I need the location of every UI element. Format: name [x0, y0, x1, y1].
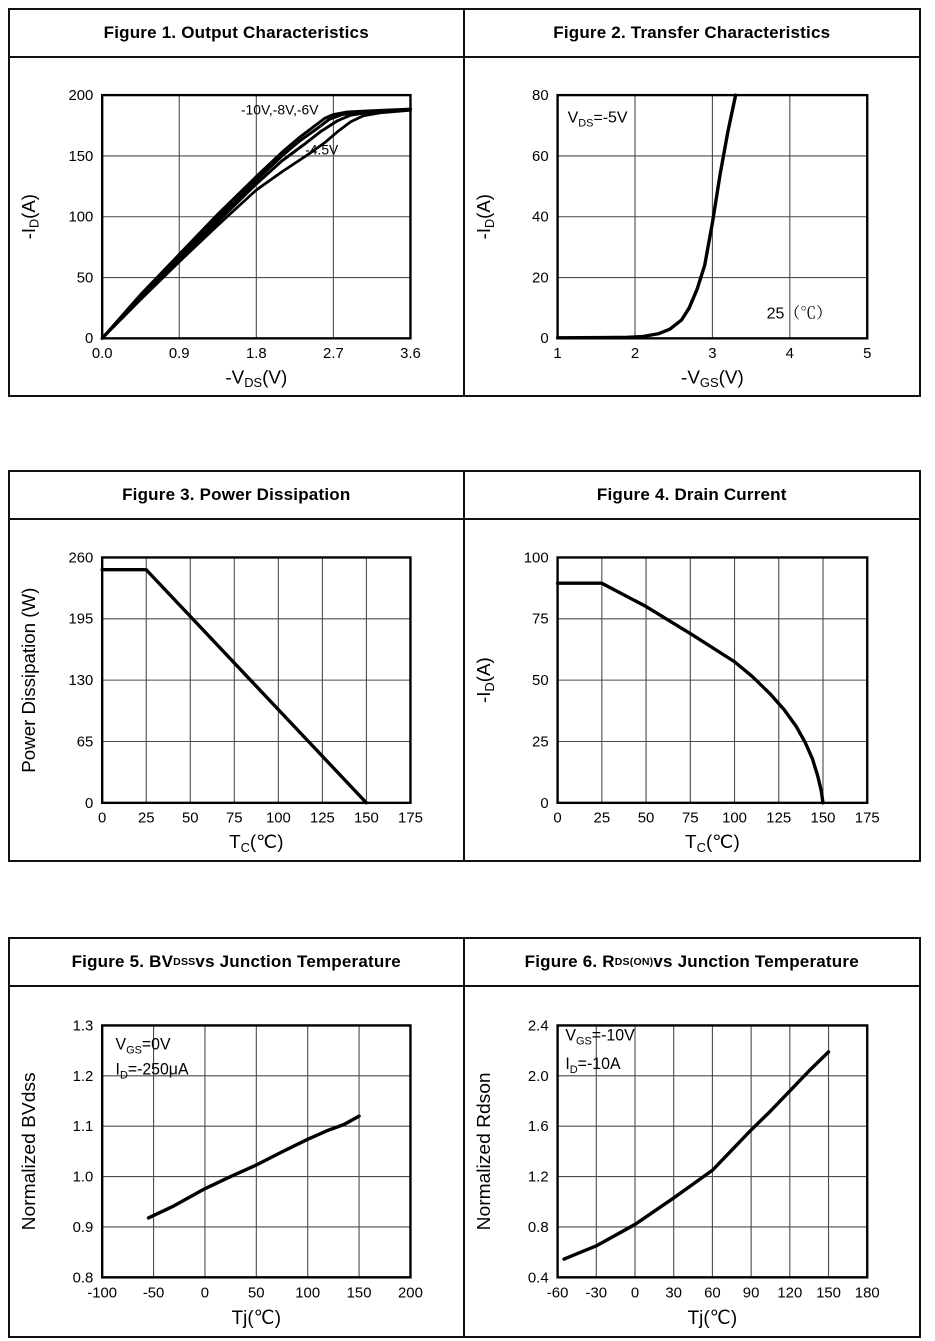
figure2-title: Figure 2. Transfer Characteristics [465, 10, 920, 58]
svg-text:50: 50 [76, 270, 94, 287]
svg-text:260: 260 [68, 550, 94, 567]
svg-text:200: 200 [68, 88, 94, 104]
figure4-panel [465, 472, 920, 860]
figure1-panel [10, 10, 465, 395]
svg-text:1.3: 1.3 [72, 1017, 94, 1035]
figure5-panel [10, 939, 465, 1336]
svg-text:60: 60 [531, 148, 549, 165]
figure3-panel [10, 472, 465, 860]
svg-text:0: 0 [98, 810, 107, 827]
svg-text:150: 150 [68, 148, 94, 165]
svg-text:-100: -100 [87, 1284, 118, 1302]
svg-text:Tj(℃): Tj(℃) [231, 1307, 282, 1329]
figure-row-2 [8, 470, 921, 862]
svg-text:50: 50 [531, 673, 549, 690]
svg-text:150: 150 [354, 810, 379, 827]
svg-text:ID=-10A: $I_D=-10A$ [564, 1054, 621, 1076]
figure2-chart-canvas [465, 58, 920, 395]
svg-text:25: 25 [531, 734, 549, 751]
svg-text:175: 175 [854, 810, 880, 827]
svg-text:150: 150 [810, 810, 835, 827]
svg-text:-4.5V: -4.5V [305, 142, 339, 158]
svg-text:0: 0 [84, 331, 94, 348]
svg-text:150: 150 [815, 1284, 841, 1302]
figure6-chart-area [465, 987, 920, 1336]
figure3-title: Figure 3. Power Dissipation [10, 472, 463, 520]
svg-text:0.8: 0.8 [527, 1218, 549, 1237]
svg-text:0: 0 [630, 1284, 639, 1302]
svg-text:Normalized Rdson: Normalized Rdson [473, 1072, 495, 1231]
svg-text:-ID(A): $-I_D(A)$ [472, 194, 497, 240]
svg-text:-10V,-8V,-6V: -10V,-8V,-6V [240, 102, 319, 118]
svg-text:60: 60 [703, 1284, 721, 1302]
svg-text:90: 90 [742, 1284, 759, 1302]
svg-text:50: 50 [181, 810, 199, 827]
figure2-panel [465, 10, 920, 395]
svg-text:1.2: 1.2 [527, 1168, 549, 1186]
svg-text:4: 4 [785, 345, 794, 362]
svg-text:-ID(A): $-I_D(A)$ [472, 657, 497, 703]
svg-text:VGS=-10V: $V_{GS}=-10V$ [564, 1026, 635, 1048]
figure-row-1 [8, 8, 921, 397]
svg-text:ID=-250μA: $I_D=-250\mu A$ [115, 1060, 189, 1082]
svg-text:TC(℃): $T_C(℃)$ [684, 831, 740, 856]
svg-text:100: 100 [68, 209, 94, 226]
svg-text:2.4: 2.4 [527, 1017, 549, 1035]
figure3-chart-canvas [10, 520, 463, 860]
svg-text:Power Dissipation (W): Power Dissipation (W) [17, 587, 39, 773]
svg-text:-60: -60 [546, 1284, 568, 1302]
svg-text:0.0: 0.0 [91, 345, 113, 362]
svg-text:20: 20 [531, 270, 549, 287]
svg-text:200: 200 [398, 1284, 423, 1302]
svg-text:-ID(A): $-I_D(A)$ [17, 194, 42, 240]
svg-text:3.6: 3.6 [400, 345, 421, 362]
svg-text:125: 125 [765, 810, 791, 827]
svg-text:30: 30 [664, 1284, 682, 1302]
svg-text:0.4: 0.4 [527, 1269, 549, 1287]
svg-text:1.8: 1.8 [245, 345, 267, 362]
figure5-chart-canvas [10, 987, 463, 1336]
svg-text:75: 75 [681, 810, 699, 827]
svg-text:0.9: 0.9 [72, 1218, 94, 1237]
svg-text:180: 180 [854, 1284, 880, 1302]
figure3-chart-area [10, 520, 463, 860]
svg-text:0: 0 [84, 795, 94, 812]
svg-text:195: 195 [68, 611, 94, 628]
svg-text:Tj(℃): Tj(℃) [687, 1307, 737, 1329]
svg-text:175: 175 [398, 810, 423, 827]
svg-text:100: 100 [295, 1284, 321, 1302]
svg-text:50: 50 [248, 1284, 265, 1302]
svg-text:65: 65 [76, 734, 94, 751]
svg-text:40: 40 [531, 209, 549, 226]
svg-text:75: 75 [226, 810, 243, 827]
svg-text:0.8: 0.8 [72, 1269, 94, 1287]
svg-text:-VDS(V): $-V_{DS}(V)$ [225, 366, 288, 391]
figure4-chart-canvas [465, 520, 920, 860]
svg-text:0.9: 0.9 [168, 345, 190, 362]
figure1-title: Figure 1. Output Characteristics [10, 10, 463, 58]
figure-row-3 [8, 937, 921, 1338]
svg-text:-50: -50 [142, 1284, 165, 1302]
svg-text:125: 125 [309, 810, 335, 827]
svg-text:0: 0 [539, 795, 549, 812]
figure4-title: Figure 4. Drain Current [465, 472, 920, 520]
svg-text:VGS=0V: $V_{GS}=0V$ [115, 1035, 171, 1057]
svg-text:130: 130 [68, 673, 94, 690]
svg-text:150: 150 [346, 1284, 372, 1302]
svg-text:TC(℃): $T_C(℃)$ [229, 831, 284, 856]
svg-text:1: 1 [552, 345, 562, 362]
svg-text:VDS=-5V: $V_{DS}=-5V$ [567, 109, 628, 130]
svg-text:120: 120 [776, 1284, 802, 1302]
svg-text:3: 3 [707, 345, 717, 362]
svg-text:2.0: 2.0 [527, 1067, 549, 1085]
svg-text:1.1: 1.1 [72, 1118, 94, 1136]
svg-text:1.0: 1.0 [72, 1168, 94, 1186]
svg-text:25: 25 [137, 810, 155, 827]
svg-text:0: 0 [200, 1284, 210, 1302]
svg-text:25（℃）: 25（℃） [766, 305, 832, 323]
svg-text:50: 50 [637, 810, 654, 827]
figure4-chart-area [465, 520, 920, 860]
svg-text:-VGS(V): $-V_{GS}(V)$ [680, 366, 744, 391]
svg-text:80: 80 [531, 88, 549, 104]
figure5-title: Figure 5. BV DSS vs Junction Temperature [10, 939, 463, 987]
svg-text:5: 5 [862, 345, 871, 362]
svg-text:25: 25 [593, 810, 610, 827]
figure5-chart-area [10, 987, 463, 1336]
svg-text:100: 100 [265, 810, 291, 827]
svg-text:1.2: 1.2 [72, 1067, 94, 1085]
svg-text:0: 0 [552, 810, 562, 827]
svg-text:2.7: 2.7 [323, 345, 344, 362]
svg-text:100: 100 [523, 550, 549, 567]
figure1-chart-area [10, 58, 463, 395]
svg-text:Normalized BVdss: Normalized BVdss [18, 1072, 40, 1231]
svg-text:-30: -30 [585, 1284, 607, 1302]
figure6-panel [465, 939, 920, 1336]
figure1-chart-canvas [10, 58, 463, 395]
figure6-title: Figure 6. R DS(ON) vs Junction Temperature [465, 939, 920, 987]
svg-text:75: 75 [531, 611, 549, 628]
svg-text:2: 2 [630, 345, 639, 362]
svg-text:100: 100 [721, 810, 747, 827]
svg-text:0: 0 [539, 331, 549, 348]
figure6-chart-canvas [465, 987, 920, 1336]
figure2-chart-area [465, 58, 920, 395]
svg-text:1.6: 1.6 [527, 1118, 549, 1136]
